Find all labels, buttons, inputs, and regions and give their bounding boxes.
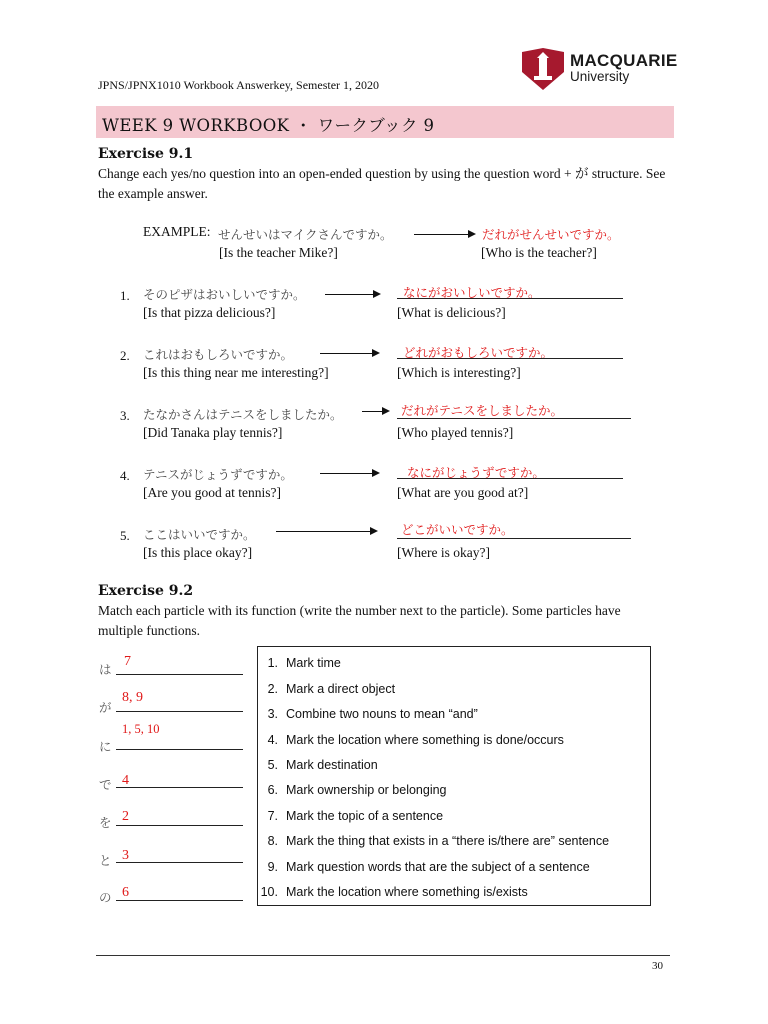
- function-item: 7. Mark the topic of a sentence: [267, 809, 444, 823]
- arrow-icon: [320, 353, 378, 354]
- item-question: たなかさんはテニスをしましたか。: [143, 407, 343, 422]
- item-answer: なにがじょうずですか。: [407, 465, 545, 480]
- arrow-icon: [276, 531, 376, 532]
- particle-answer: 6: [122, 885, 129, 900]
- item-translation: [Is this place okay?]: [143, 545, 253, 560]
- item-translation: [Are you good at tennis?]: [143, 485, 281, 500]
- answer-translation: [What are you good at?]: [397, 485, 529, 500]
- answer-translation: [Who played tennis?]: [397, 425, 514, 440]
- answer-translation: [Which is interesting?]: [397, 365, 521, 380]
- arrow-icon: [362, 411, 388, 412]
- page-number: 30: [652, 960, 663, 972]
- particle-answer: 7: [124, 654, 131, 669]
- answer-line: [397, 358, 623, 359]
- answer-line: [397, 298, 623, 299]
- item-answer: どれがおもしろいですか。: [403, 345, 554, 360]
- function-item: 4. Mark the location where something is done/occurs: [267, 733, 564, 747]
- item-number: 2.: [120, 348, 130, 363]
- logo-line-1: MACQUARIE: [570, 51, 678, 70]
- function-item: 2. Mark a direct object: [267, 682, 396, 696]
- particle-answer: 2: [122, 809, 129, 824]
- example-answer-translation: [Who is the teacher?]: [481, 245, 597, 260]
- item-translation: [Is that pizza delicious?]: [143, 305, 276, 320]
- week-banner: [96, 106, 674, 138]
- item-number: 4.: [120, 468, 130, 483]
- answer-line: [116, 749, 243, 750]
- item-question: テニスがじょうずですか。: [143, 467, 293, 482]
- item-number: 1.: [120, 288, 130, 303]
- item-question: ここはいいですか。: [143, 527, 256, 542]
- exercise-2-instructions: Match each particle with its function (write the number next to the particle). Some particles have multiple functions.: [98, 603, 621, 638]
- arrow-icon: [325, 294, 379, 295]
- function-item: 9. Mark question words that are the subject of a sentence: [267, 860, 590, 874]
- university-wordmark: [570, 52, 678, 84]
- university-crest-icon: [522, 48, 564, 90]
- item-translation: [Did Tanaka play tennis?]: [143, 425, 283, 440]
- answer-line: [116, 674, 243, 675]
- particle: が: [99, 700, 112, 715]
- item-number: 5.: [120, 528, 130, 543]
- item-question: そのピザはおいしいですか。: [143, 287, 306, 302]
- answer-line: [116, 787, 243, 788]
- footer-rule: [96, 955, 670, 956]
- item-answer: なにがおいしいですか。: [403, 285, 541, 300]
- particle: に: [99, 739, 112, 754]
- answer-line: [116, 862, 243, 863]
- particle: の: [99, 890, 112, 905]
- example-label: EXAMPLE:: [143, 224, 211, 239]
- answer-line: [116, 825, 243, 826]
- logo-line-2: University: [570, 69, 630, 84]
- example-question: せんせいはマイクさんですか。: [218, 227, 393, 242]
- answer-line: [397, 478, 623, 479]
- function-item: 5. Mark destination: [267, 758, 378, 772]
- arrow-icon: [414, 234, 474, 235]
- example-translation: [Is the teacher Mike?]: [219, 245, 338, 260]
- example-answer: だれがせんせいですか。: [482, 227, 620, 242]
- item-number: 3.: [120, 408, 130, 423]
- answer-line: [397, 538, 631, 539]
- particle: は: [99, 662, 112, 677]
- exercise-1-title: Exercise 9.1: [98, 146, 194, 162]
- particle: で: [99, 777, 112, 792]
- particle-answer: 8, 9: [122, 690, 143, 705]
- arrow-icon: [320, 473, 378, 474]
- particle-answer: 3: [122, 848, 129, 863]
- function-item: 3. Combine two nouns to mean “and”: [267, 707, 478, 721]
- particle-answer: 4: [122, 773, 129, 788]
- answer-translation: [Where is okay?]: [397, 545, 490, 560]
- answer-line: [116, 900, 243, 901]
- answer-line: [116, 711, 243, 712]
- particle: と: [99, 853, 112, 868]
- function-item: 8. Mark the thing that exists in a “there is/there are” sentence: [267, 834, 610, 848]
- particle-answer: 1, 5, 10: [122, 722, 160, 736]
- banner-title: WEEK 9 WORKBOOK ・ ワークブック 9: [102, 116, 435, 135]
- answer-line: [397, 418, 631, 419]
- particle: を: [99, 815, 112, 830]
- function-item: 1. Mark time: [267, 656, 341, 670]
- item-answer: だれがテニスをしましたか。: [401, 403, 564, 418]
- item-answer: どこがいいですか。: [401, 522, 514, 537]
- item-question: これはおもしろいですか。: [143, 347, 294, 362]
- exercise-1-instructions: Change each yes/no question into an open-ended question by using the question word + が structure. See the example answer.: [98, 166, 666, 201]
- exercise-2-title: Exercise 9.2: [98, 583, 194, 599]
- function-item: 10. Mark the location where something is/exists: [260, 885, 528, 899]
- document-header: JPNS/JPNX1010 Workbook Answerkey, Semester 1, 2020: [98, 78, 380, 92]
- function-item: 6. Mark ownership or belonging: [267, 783, 447, 797]
- answer-translation: [What is delicious?]: [397, 305, 506, 320]
- item-translation: [Is this thing near me interesting?]: [143, 365, 329, 380]
